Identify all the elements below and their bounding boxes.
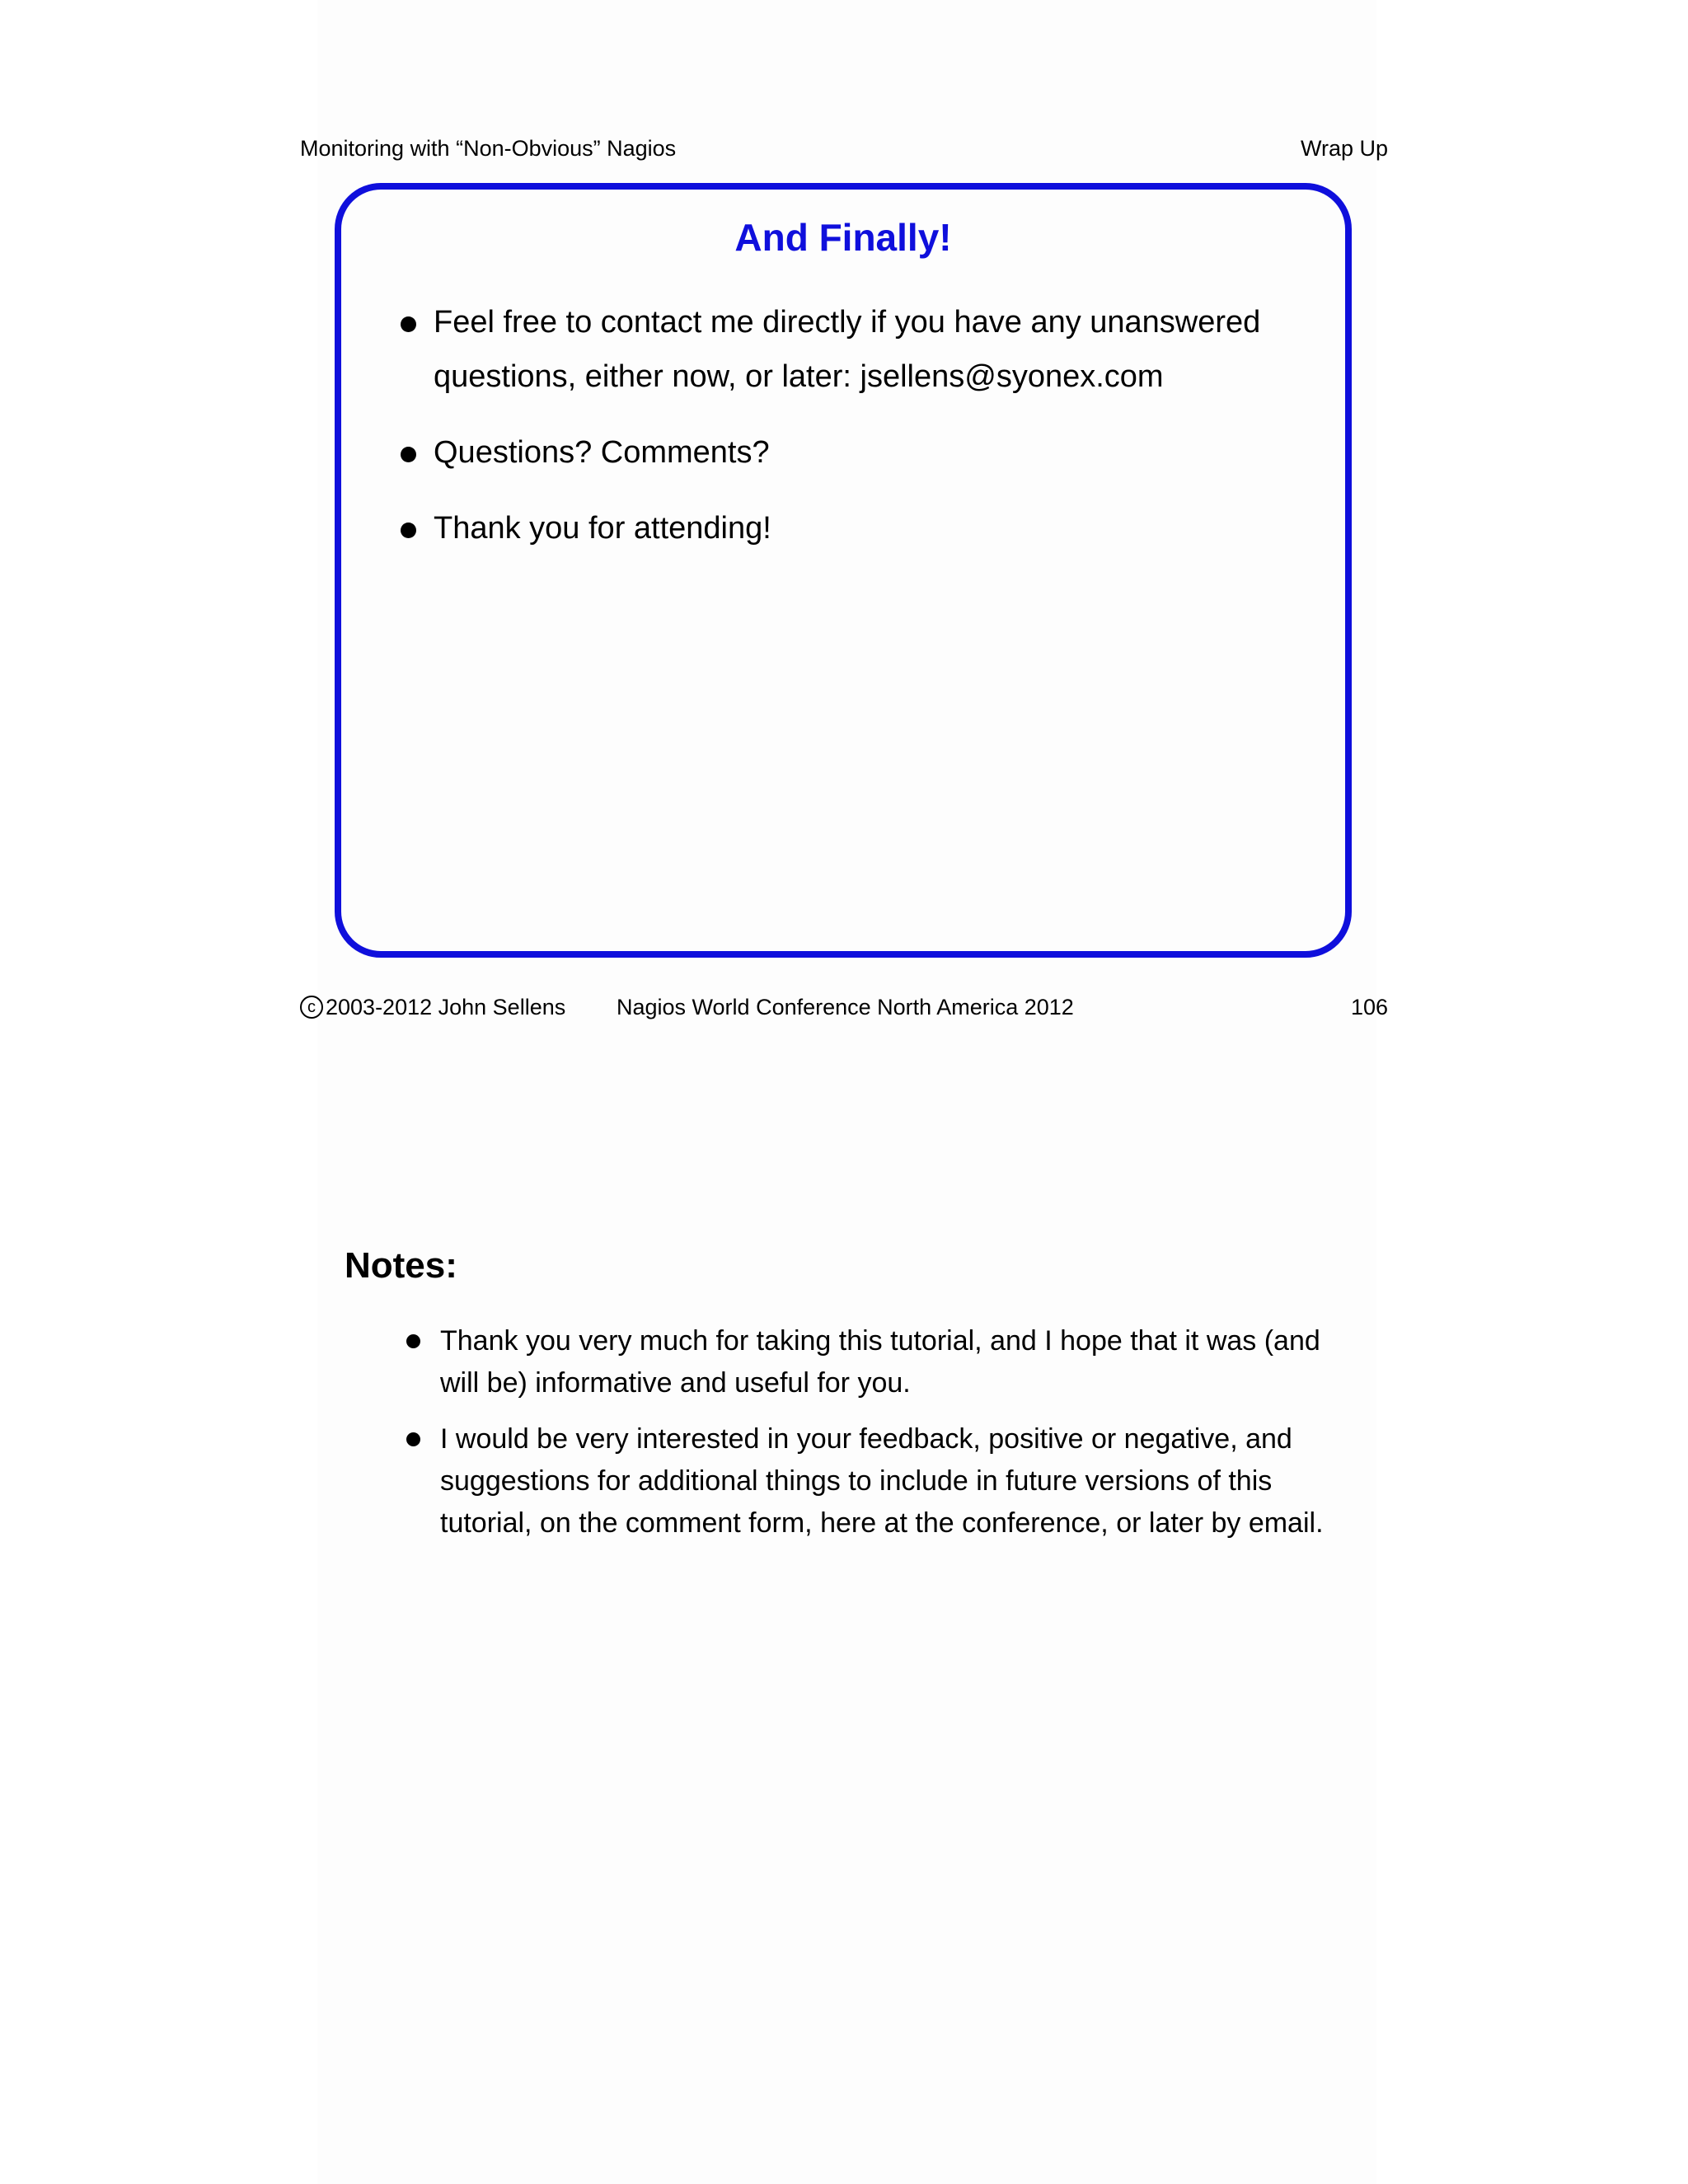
slide-bullet-text: Feel free to contact me directly if you have any unanswered questions, either now, or later: jsellens@syonex.com	[434, 305, 1261, 394]
slide-bullet-item	[401, 425, 1299, 480]
footer-copyright-text: 2003-2012 John Sellens	[326, 995, 566, 1019]
slide-bullet-text: Thank you for attending!	[434, 511, 771, 546]
slide-frame	[335, 183, 1352, 958]
bullet-dot-icon	[406, 1432, 420, 1446]
running-header-title: Monitoring with “Non-Obvious” Nagios	[300, 136, 677, 161]
bullet-dot-icon	[401, 447, 416, 462]
slide-title: And Finally!	[734, 216, 952, 259]
notes-item-text: I would be very interested in your feedback, positive or negative, and suggestions for additional things to include in future versions of this tutorial, on the comment form, here at the conference, or later by email.	[440, 1423, 1324, 1539]
footer-page-number: 106	[1350, 995, 1388, 1019]
copyright-icon: c	[300, 996, 323, 1019]
slide-bullet-item	[401, 295, 1299, 404]
bullet-dot-icon	[401, 523, 416, 538]
notes-item	[402, 1320, 1348, 1404]
notes-list	[402, 1320, 1348, 1558]
notes-heading: Notes:	[345, 1245, 457, 1286]
footer-conference: Nagios World Conference North America 2012	[617, 995, 1074, 1019]
notes-item-text: Thank you very much for taking this tutorial, and I hope that it was (and will be) informative and useful for you.	[440, 1325, 1320, 1399]
slide-bullet-list	[401, 295, 1299, 577]
running-header-section: Wrap Up	[1300, 136, 1388, 161]
notes-item	[402, 1418, 1348, 1544]
footer-copyright	[300, 993, 565, 1021]
bullet-dot-icon	[406, 1334, 420, 1348]
slide-bullet-text: Questions? Comments?	[434, 435, 770, 470]
bullet-dot-icon	[401, 316, 416, 332]
slide-bullet-item	[401, 501, 1299, 555]
